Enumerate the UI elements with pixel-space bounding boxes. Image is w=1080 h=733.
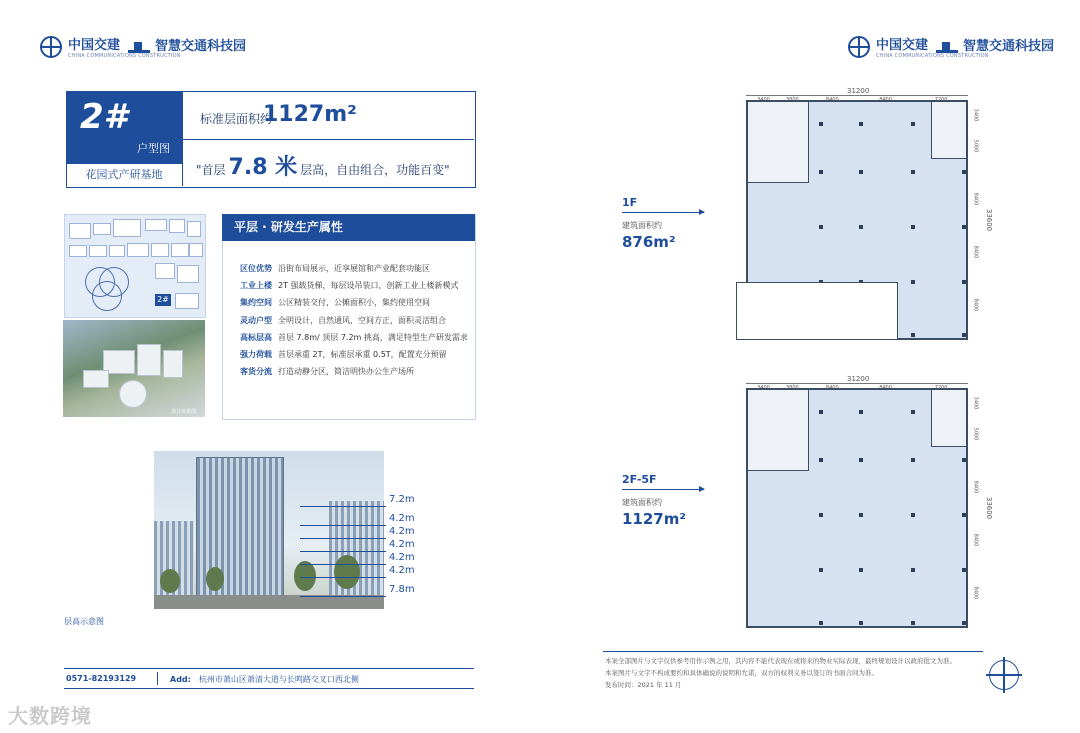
footer-divider bbox=[64, 668, 474, 669]
structural-column bbox=[859, 458, 863, 462]
building-number-box bbox=[66, 91, 182, 164]
pointer-arrow-icon bbox=[622, 489, 704, 490]
attribute-key: 集约空间 bbox=[240, 298, 272, 308]
stair-core bbox=[748, 102, 809, 183]
structural-column bbox=[911, 513, 915, 517]
attribute-value: 公区精装交付，公摊面积小，集约使用空间 bbox=[278, 298, 430, 308]
dimension-label: 3400 bbox=[757, 385, 770, 391]
attribute-row bbox=[240, 315, 446, 326]
compass-icon bbox=[989, 660, 1019, 690]
dimension-label: 5000 bbox=[972, 139, 979, 153]
height-tagline bbox=[196, 150, 450, 181]
dimension-label: 3400 bbox=[757, 97, 770, 103]
panel-heading: 平层 · 研发生产属性 bbox=[222, 214, 475, 241]
dimension-label: 3400 bbox=[972, 396, 979, 410]
floor-height-line bbox=[300, 525, 386, 526]
attribute-value: 2T 强载货梯，每层设吊装口，创新工业上楼新模式 bbox=[278, 281, 459, 291]
cccc-emblem-icon bbox=[40, 36, 62, 58]
dimension-label: 3800 bbox=[785, 97, 799, 103]
attribute-value: 打造动静分区，简洁明快办公生产场所 bbox=[278, 367, 414, 377]
park-logo bbox=[128, 35, 246, 54]
structural-column bbox=[819, 568, 823, 572]
structural-column bbox=[911, 122, 915, 126]
floorplan-label: 户型图 bbox=[137, 142, 170, 155]
floor-plan-1 bbox=[746, 388, 968, 628]
dimension-label: 8400 bbox=[972, 480, 979, 494]
structural-column bbox=[962, 170, 966, 174]
dimension-label: 8400 bbox=[972, 192, 979, 206]
floor-label: 2F-5F bbox=[622, 473, 657, 486]
attribute-row bbox=[240, 280, 459, 291]
dimension-label: 8400 bbox=[972, 298, 979, 311]
attribute-value: 首层 7.8m/ 顶层 7.2m 挑高，满足特型生产研发需求 bbox=[278, 332, 468, 342]
structural-column bbox=[819, 170, 823, 174]
park-logo-text: 智慧交通科技园 bbox=[963, 39, 1055, 54]
structural-column bbox=[819, 225, 823, 229]
building-number: 2# bbox=[80, 97, 128, 137]
park-logo-text: 智慧交通科技园 bbox=[155, 39, 247, 54]
footer-divider bbox=[64, 688, 474, 689]
structural-column bbox=[962, 225, 966, 229]
building-render bbox=[154, 451, 384, 609]
disclaimer-divider bbox=[603, 651, 983, 652]
dimension-label: 8400 bbox=[879, 97, 892, 103]
floor-area-value: 1127m² bbox=[622, 510, 686, 528]
dimension-label: 8400 bbox=[972, 586, 979, 599]
height-value: 7.8 米 bbox=[228, 155, 298, 180]
dimension-label: 3400 bbox=[972, 108, 979, 122]
structural-column bbox=[911, 621, 915, 625]
logo-text: 中国交建 bbox=[68, 38, 121, 53]
dimension-label: 7200 bbox=[934, 385, 948, 391]
publish-date: 发布时间：2021 年 11 月 bbox=[605, 681, 682, 689]
dimension-label: 8400 bbox=[972, 245, 979, 259]
dimension-label: 8400 bbox=[972, 533, 979, 547]
structural-column bbox=[962, 458, 966, 462]
dimension-label: 8400 bbox=[825, 385, 839, 391]
floor-height-line bbox=[300, 538, 386, 539]
address bbox=[170, 674, 359, 685]
logo-text: 中国交建 bbox=[876, 38, 929, 53]
height-prefix: "首层 bbox=[196, 163, 226, 177]
elevator-core bbox=[931, 390, 966, 447]
structural-column bbox=[911, 410, 915, 414]
floor-height-label: 4.2m bbox=[389, 552, 415, 563]
structural-column bbox=[819, 621, 823, 625]
structural-column bbox=[859, 568, 863, 572]
attribute-value: 全明设计，自然通风，空间方正，面积灵活组合 bbox=[278, 315, 446, 325]
park-logo-right bbox=[936, 35, 1054, 54]
attribute-value: 首层承重 2T，标准层承重 0.5T，配置充分预留 bbox=[278, 350, 447, 359]
render-caption: 层高示意图 bbox=[64, 617, 104, 626]
dimension-line bbox=[746, 383, 968, 384]
ship-icon bbox=[936, 36, 958, 53]
dimension-total: 33600 bbox=[985, 208, 994, 232]
pointer-arrow-icon bbox=[622, 212, 704, 213]
dimension-label: 8400 bbox=[879, 385, 892, 391]
structural-column bbox=[859, 513, 863, 517]
height-suffix: 层高，自由组合，功能百变" bbox=[300, 163, 450, 177]
dimension-label: 7200 bbox=[934, 97, 948, 103]
address-label: Add: bbox=[170, 675, 191, 684]
attribute-row bbox=[240, 366, 414, 377]
structural-column bbox=[962, 568, 966, 572]
floor-height-line bbox=[300, 596, 386, 597]
site-map bbox=[64, 214, 206, 318]
structural-column bbox=[962, 333, 966, 337]
structural-column bbox=[911, 458, 915, 462]
address-text: 杭州市萧山区萧清大道与长鸣路交叉口西北侧 bbox=[198, 675, 359, 684]
attribute-key: 高标层高 bbox=[240, 332, 272, 342]
logo-subtext: CHINA COMMUNICATIONS CONSTRUCTION bbox=[68, 53, 181, 59]
structural-column bbox=[962, 280, 966, 284]
structural-column bbox=[911, 225, 915, 229]
dimension-total: 33600 bbox=[985, 496, 994, 520]
structural-column bbox=[911, 170, 915, 174]
site-tag: 2# bbox=[155, 294, 171, 306]
floor-label: 1F bbox=[622, 196, 638, 209]
aerial-render bbox=[63, 320, 205, 417]
attribute-row bbox=[240, 332, 468, 343]
floor-area-label: 建筑面积约 bbox=[622, 221, 662, 230]
attribute-value: 沿街布局展示，近享展馆和产业配套功能区 bbox=[278, 264, 430, 273]
structural-column bbox=[962, 513, 966, 517]
dimension-label: 8400 bbox=[825, 97, 839, 103]
structural-column bbox=[819, 458, 823, 462]
logo-subtext: CHINA COMMUNICATIONS CONSTRUCTION bbox=[876, 53, 989, 59]
phone-number: 0571-82193129 bbox=[66, 674, 137, 683]
structural-column bbox=[819, 410, 823, 414]
structural-column bbox=[859, 225, 863, 229]
cccc-emblem-icon bbox=[848, 36, 870, 58]
structural-column bbox=[962, 621, 966, 625]
attribute-key: 区位优势 bbox=[240, 264, 272, 273]
dimension-label: 5000 bbox=[972, 427, 979, 441]
disclaimer-line: 本案图片与文字不构成要约和具体确说的说明和允诺，双方的权利义务以签订的书面合同为准。 bbox=[605, 669, 878, 677]
structural-column bbox=[819, 122, 823, 126]
dimension-total: 31200 bbox=[847, 375, 870, 383]
attribute-row bbox=[240, 263, 430, 274]
attribute-key: 工业上楼 bbox=[240, 281, 272, 291]
attribute-row bbox=[240, 349, 447, 360]
floor-height-line bbox=[300, 506, 386, 507]
footer-separator bbox=[157, 672, 158, 685]
floor-height-label: 7.8m bbox=[389, 584, 415, 595]
floor-plan-0 bbox=[746, 100, 968, 340]
floor-height-label: 7.2m bbox=[389, 494, 415, 505]
floor-area-value: 876m² bbox=[622, 233, 676, 251]
ship-icon bbox=[128, 36, 150, 53]
attribute-key: 灵动户型 bbox=[240, 315, 272, 325]
attribute-key: 客货分流 bbox=[240, 367, 272, 377]
loading-dock bbox=[736, 282, 898, 340]
floor-height-label: 4.2m bbox=[389, 539, 415, 550]
dimension-label: 3800 bbox=[785, 385, 799, 391]
floor-height-label: 4.2m bbox=[389, 526, 415, 537]
stair-core bbox=[748, 390, 809, 471]
floor-area-label: 建筑面积约 bbox=[622, 498, 662, 507]
floor-height-line bbox=[300, 551, 386, 552]
structural-column bbox=[859, 170, 863, 174]
floor-height-label: 4.2m bbox=[389, 565, 415, 576]
dimension-total: 31200 bbox=[847, 87, 870, 95]
structural-column bbox=[859, 122, 863, 126]
divider bbox=[182, 139, 474, 140]
dimension-line bbox=[746, 95, 968, 96]
area-label: 标准层面积约 bbox=[200, 112, 273, 126]
floor-height-line bbox=[300, 564, 386, 565]
disclaimer-line: 本案全部图片与文字仅供参考用作示例之用，其内容不能代表现在或将来的物业实际表现，最终规划设计以政府批文为准。 bbox=[605, 657, 956, 665]
watermark: 大数跨境 bbox=[8, 704, 92, 728]
base-type: 花园式产研基地 bbox=[85, 168, 163, 181]
floor-height-line bbox=[300, 577, 386, 578]
structural-column bbox=[859, 621, 863, 625]
elevator-core bbox=[931, 102, 966, 159]
attribute-key: 强力荷载 bbox=[240, 350, 272, 359]
aerial-caption: 项目效果图 bbox=[171, 409, 197, 415]
area-value: 1127m² bbox=[263, 102, 357, 127]
structural-column bbox=[911, 280, 915, 284]
structural-column bbox=[911, 568, 915, 572]
attribute-row bbox=[240, 297, 430, 308]
structural-column bbox=[859, 410, 863, 414]
floor-height-label: 4.2m bbox=[389, 513, 415, 524]
structural-column bbox=[819, 513, 823, 517]
structural-column bbox=[911, 333, 915, 337]
